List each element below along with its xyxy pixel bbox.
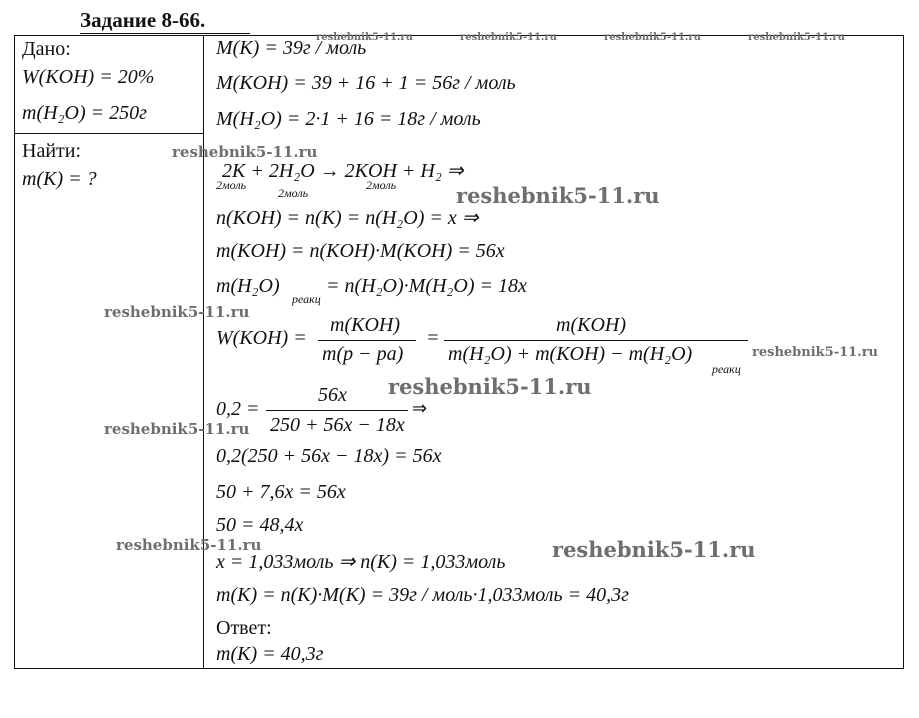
line-solve-equation: 50 = 48,4x	[216, 514, 304, 536]
answer-value: m(K) = 40,3г	[216, 643, 324, 665]
title-underline	[80, 33, 250, 34]
watermark: reshebnik5-11.ru	[116, 536, 262, 554]
watermark: reshebnik5-11.ru	[104, 420, 250, 438]
line-expanded-equation: 0,2(250 + 56x − 18x) = 56x	[216, 445, 442, 467]
reaction-sub-h2o: 2моль	[278, 186, 309, 200]
line-molar-mass-koh: M(KOH) = 39 + 16 + 1 = 56г / моль	[216, 72, 516, 94]
frac1-bar	[318, 340, 416, 341]
given-find-divider	[14, 133, 203, 134]
task-title: Задание 8-66.	[80, 8, 206, 32]
given-m-h2o: m(H₂O) = 250г	[22, 102, 147, 124]
frac2-denominator: m(H₂O) + m(KOH) − m(H₂O)	[448, 343, 693, 365]
find-m-k: m(K) = ?	[22, 168, 97, 190]
line-moles-equal: n(KOH) = n(K) = n(H₂O) = x ⇒	[216, 207, 479, 229]
watermark: reshebnik5-11.ru	[316, 32, 413, 43]
implies-arrow: ⇒	[412, 398, 428, 419]
watermark: reshebnik5-11.ru	[752, 345, 879, 360]
frac-equals: =	[426, 327, 440, 349]
watermark: reshebnik5-11.ru	[388, 374, 592, 399]
line-simplified-equation: 50 + 7,6x = 56x	[216, 481, 346, 503]
line-mass-koh: m(KOH) = n(KOH)·M(KOH) = 56x	[216, 240, 505, 262]
answer-heading: Ответ:	[216, 617, 272, 639]
frac3-bar	[266, 410, 408, 411]
line-mass-h2o-react-lhs: m(H₂O)	[216, 275, 280, 297]
given-w-koh: W(KOH) = 20%	[22, 66, 155, 88]
line-reaction-equation: 2K + 2H₂O → 2KOH + H₂ ⇒	[222, 160, 464, 182]
watermark: reshebnik5-11.ru	[460, 32, 557, 43]
frac3-denominator: 250 + 56x − 18x	[270, 414, 405, 436]
frac1-numerator: m(KOH)	[330, 314, 400, 336]
watermark: reshebnik5-11.ru	[552, 537, 756, 562]
watermark: reshebnik5-11.ru	[604, 32, 701, 43]
frac1-denominator: m(p − pa)	[322, 343, 404, 365]
frac3-numerator: 56x	[318, 384, 347, 406]
line-mass-k: m(K) = n(K)·M(K) = 39г / моль·1,033моль = 40,3г	[216, 584, 629, 606]
reaction-sub-koh: 2моль	[366, 178, 397, 192]
watermark: reshebnik5-11.ru	[104, 303, 250, 321]
find-heading: Найти:	[22, 140, 82, 162]
column-divider	[203, 35, 204, 669]
frac2-denominator-sub: реакц	[712, 362, 741, 376]
frac2-bar	[444, 340, 748, 341]
frac2-numerator: m(KOH)	[556, 314, 626, 336]
given-heading: Дано:	[22, 38, 71, 60]
line-molar-mass-h2o: M(H₂O) = 2·1 + 16 = 18г / моль	[216, 108, 481, 130]
line-molar-mass-k: M(K) = 39г / моль	[216, 37, 367, 59]
line-mass-h2o-react-rhs: = n(H₂O)·M(H₂O) = 18x	[326, 275, 527, 297]
watermark: reshebnik5-11.ru	[748, 32, 845, 43]
watermark: reshebnik5-11.ru	[456, 183, 660, 208]
line-mass-h2o-react-sub: реакц	[292, 292, 321, 306]
line-w-koh-lhs: W(KOH) =	[216, 327, 307, 349]
line-x-value: x = 1,033моль ⇒ n(K) = 1,033моль	[216, 551, 506, 573]
line-02-lhs: 0,2 =	[216, 398, 260, 420]
watermark: reshebnik5-11.ru	[172, 143, 318, 161]
reaction-sub-k: 2моль	[216, 178, 247, 192]
